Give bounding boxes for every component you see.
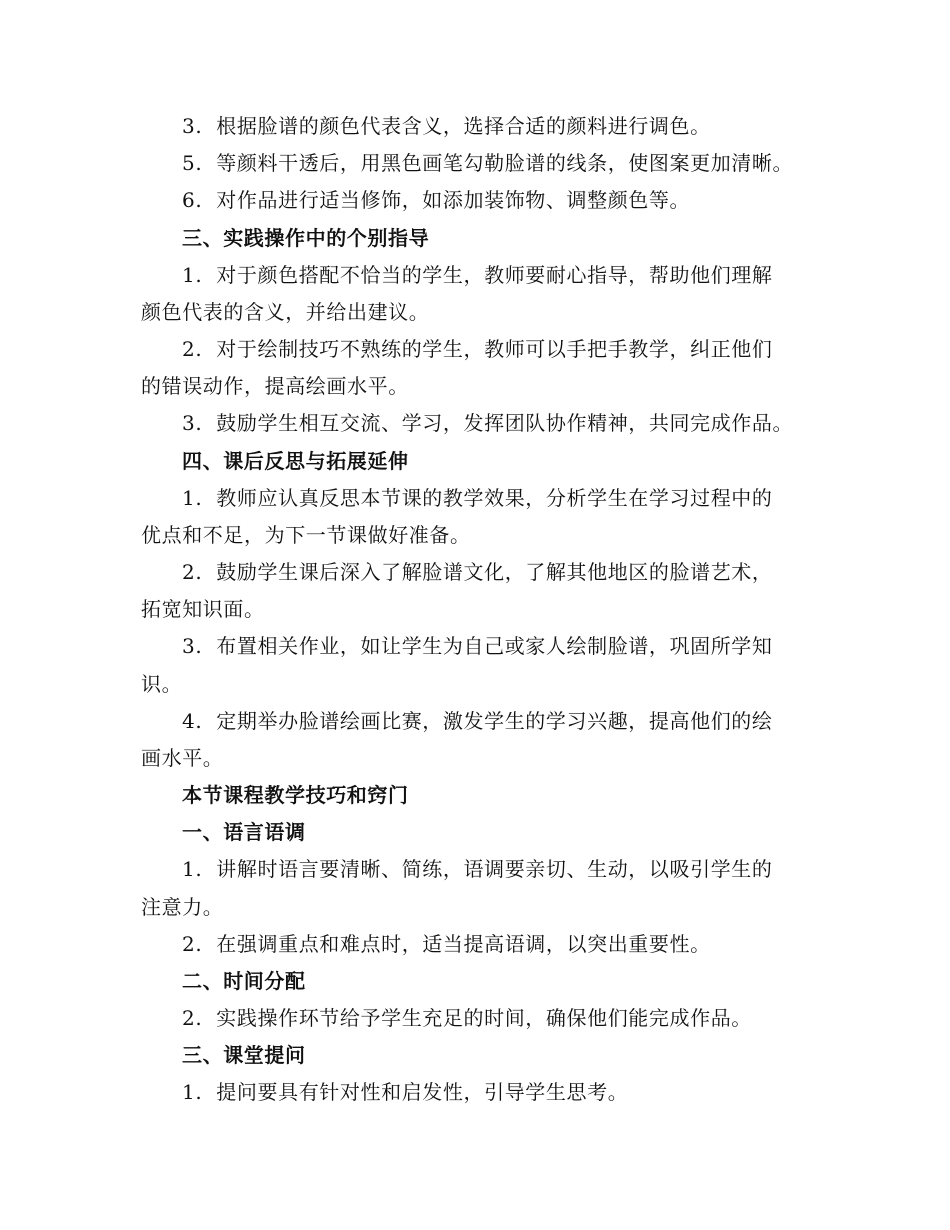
item-text: 对作品进行适当修饰，如添加装饰物、调整颜色等。 [216, 188, 691, 212]
item-number: 3. [182, 411, 203, 435]
item-text: 对于颜色搭配不恰当的学生，教师要耐心指导，帮助他们理解 [216, 263, 773, 287]
item-text: 在强调重点和难点时，适当提高语调，以突出重要性。 [216, 932, 711, 956]
list-item [182, 1078, 862, 1106]
item-number: 6. [182, 188, 203, 212]
section-heading: 一、语言语调 [182, 820, 306, 844]
item-number: 1. [182, 263, 203, 287]
item-number: 5. [182, 151, 203, 175]
section-heading: 二、时间分配 [182, 969, 306, 993]
paragraph-continuation: 优点和不足，为下一节课做好准备。 [141, 523, 471, 547]
paragraph-continuation: 画水平。 [141, 746, 224, 770]
list-item [182, 632, 862, 660]
list-item [182, 1004, 862, 1032]
section-heading: 三、课堂提问 [182, 1043, 306, 1067]
list-item [182, 930, 862, 958]
item-number: 4. [182, 709, 203, 733]
item-number: 3. [182, 114, 203, 138]
item-text: 鼓励学生课后深入了解脸谱文化，了解其他地区的脸谱艺术， [216, 560, 773, 584]
list-item [182, 707, 862, 735]
item-number: 2. [182, 932, 203, 956]
item-text: 布置相关作业，如让学生为自己或家人绘制脸谱，巩固所学知 [216, 634, 773, 658]
list-item [182, 484, 862, 512]
item-text: 讲解时语言要清晰、简练，语调要亲切、生动，以吸引学生的 [216, 857, 773, 881]
item-number: 2. [182, 1006, 203, 1030]
item-text: 等颜料干透后，用黑色画笔勾勒脸谱的线条，使图案更加清晰。 [216, 151, 794, 175]
list-item [182, 261, 862, 289]
list-item [182, 149, 862, 177]
list-item [182, 186, 862, 214]
list-item [182, 112, 862, 140]
section-title: 本节课程教学技巧和窍门 [182, 783, 409, 807]
section-heading: 四、课后反思与拓展延伸 [182, 449, 409, 473]
item-text: 实践操作环节给予学生充足的时间，确保他们能完成作品。 [216, 1006, 752, 1030]
paragraph-continuation: 拓宽知识面。 [141, 597, 265, 621]
paragraph-continuation: 颜色代表的含义，并给出建议。 [141, 300, 430, 324]
item-number: 1. [182, 1080, 203, 1104]
list-item [182, 558, 862, 586]
item-number: 2. [182, 337, 203, 361]
item-number: 2. [182, 560, 203, 584]
item-number: 1. [182, 857, 203, 881]
item-text: 教师应认真反思本节课的教学效果，分析学生在学习过程中的 [216, 486, 773, 510]
section-heading: 三、实践操作中的个别指导 [182, 226, 430, 250]
paragraph-continuation: 识。 [141, 672, 183, 696]
item-text: 鼓励学生相互交流、学习，发挥团队协作精神，共同完成作品。 [216, 411, 794, 435]
paragraph-continuation: 的错误动作，提高绘画水平。 [141, 374, 409, 398]
list-item [182, 335, 862, 363]
paragraph-continuation: 注意力。 [141, 895, 224, 919]
item-text: 根据脸谱的颜色代表含义，选择合适的颜料进行调色。 [216, 114, 711, 138]
item-number: 3. [182, 634, 203, 658]
item-text: 定期举办脸谱绘画比赛，激发学生的学习兴趣，提高他们的绘 [216, 709, 773, 733]
list-item [182, 855, 862, 883]
item-text: 对于绘制技巧不熟练的学生，教师可以手把手教学，纠正他们 [216, 337, 773, 361]
item-number: 1. [182, 486, 203, 510]
list-item [182, 409, 862, 437]
item-text: 提问要具有针对性和启发性，引导学生思考。 [216, 1080, 629, 1104]
